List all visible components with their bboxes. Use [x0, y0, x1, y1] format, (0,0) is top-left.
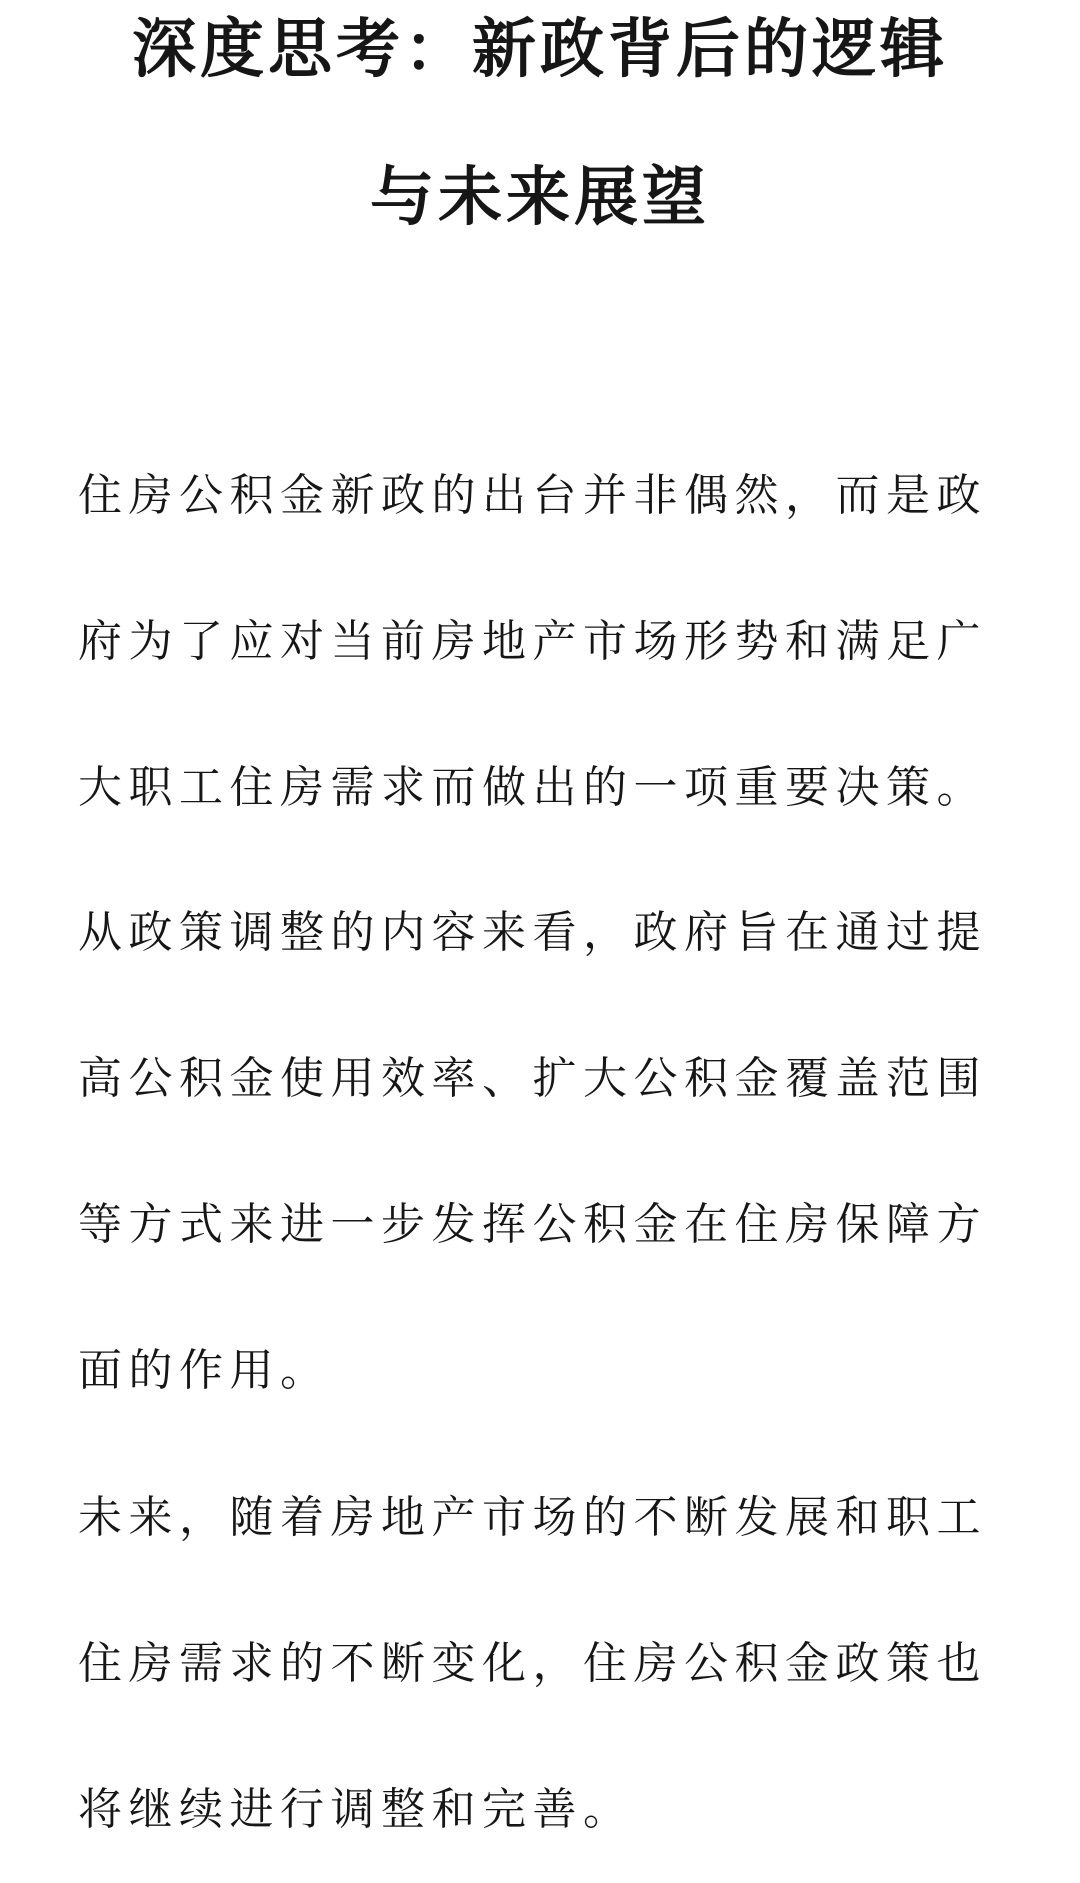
- paragraph-line: 将继续进行调整和完善。: [78, 1784, 634, 1835]
- paragraph-line: 住房需求的不断变化，住房公积金政策也: [78, 1638, 987, 1689]
- paragraph-future-outlook: [78, 1445, 1008, 1883]
- paragraph-line: 大职工住房需求而做出的一项重要决策。: [78, 762, 987, 813]
- paragraph-line: 住房公积金新政的出台并非偶然，而是政: [78, 470, 987, 521]
- paragraph-line: 面的作用。: [78, 1345, 331, 1396]
- paragraph-line: 未来，随着房地产市场的不断发展和职工: [78, 1492, 987, 1543]
- paragraph-policy-content: [78, 860, 1008, 1444]
- paragraph-policy-origin: [78, 423, 1008, 861]
- paragraph-line: 府为了应对当前房地产市场形势和满足广: [78, 616, 987, 667]
- page-title-line-2: 与未来展望: [370, 161, 710, 235]
- paragraph-line: 高公积金使用效率、扩大公积金覆盖范围: [78, 1053, 987, 1104]
- paragraph-line: 等方式来进一步发挥公积金在住房保障方: [78, 1199, 987, 1250]
- paragraph-line: 从政策调整的内容来看，政府旨在通过提: [78, 907, 987, 958]
- page-title-line-1: 深度思考：新政背后的逻辑: [132, 13, 948, 87]
